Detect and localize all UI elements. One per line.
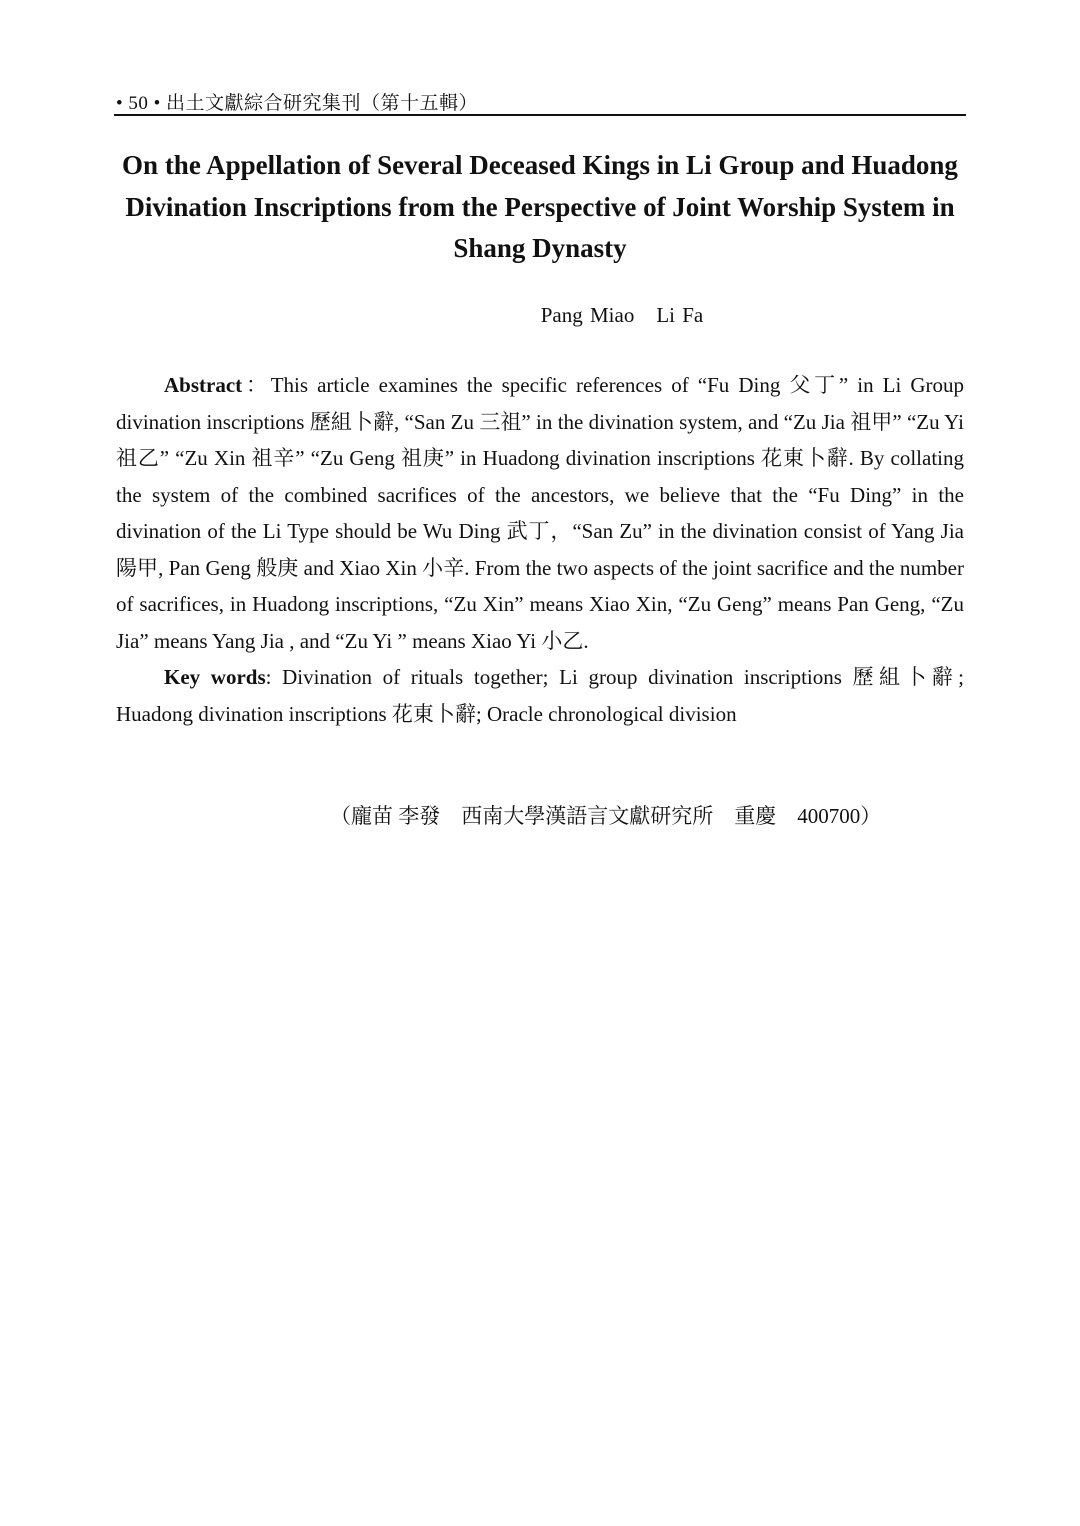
abstract-separator: ：	[242, 373, 271, 397]
abstract-label: Abstract	[164, 373, 243, 397]
article-title: On the Appellation of Several Deceased Kings in Li Group and Huadong Divination Inscriptions from the Perspective of Joint Worship System in Shang Dynasty	[122, 150, 958, 263]
keywords-separator: :	[265, 665, 283, 689]
author-affiliation: （龐苗 李發 西南大學漢語言文獻研究所 重慶 400700）	[330, 804, 882, 828]
authors	[116, 303, 1080, 328]
author-1: Pang Miao	[540, 303, 635, 327]
abstract-paragraph	[116, 367, 964, 659]
keywords-label: Key words	[164, 665, 266, 689]
running-head: • 50 • 出土文獻綜合研究集刊（第十五輯）	[116, 93, 479, 114]
header-rule	[114, 114, 966, 116]
keywords-text: Divination of rituals together; Li group divination inscriptions 歷組卜辭; Huadong divination inscriptions 花東卜辭; Oracle chronological division	[116, 665, 964, 726]
abstract-text: This article examines the specific references of “Fu Ding 父丁” in Li Group divination inscriptions 歷組卜辭, “San Zu 三祖” in the divination system, and “Zu Jia 祖甲” “Zu Yi 祖乙” “Zu Xin 祖辛” “Zu Geng 祖庚” in Huadong divination inscriptions 花東卜辭. By collating the system of the combined sacrifices of the ancestors, we believe that the “Fu Ding” in the divination of the Li Type should be Wu Ding 武丁，“San Zu” in the divination consist of Yang Jia 陽甲, Pan Geng 般庚 and Xiao Xin 小辛. From the two aspects of the joint sacrifice and the number of sacrifices, in Huadong inscriptions, “Zu Xin” means Xiao Xin, “Zu Geng” means Pan Geng, “Zu Jia” means Yang Jia , and “Zu Yi ” means Xiao Yi 小乙.	[116, 373, 965, 653]
author-2: Li Fa	[656, 303, 704, 327]
keywords-paragraph	[116, 659, 964, 732]
abstract-section	[116, 367, 964, 732]
